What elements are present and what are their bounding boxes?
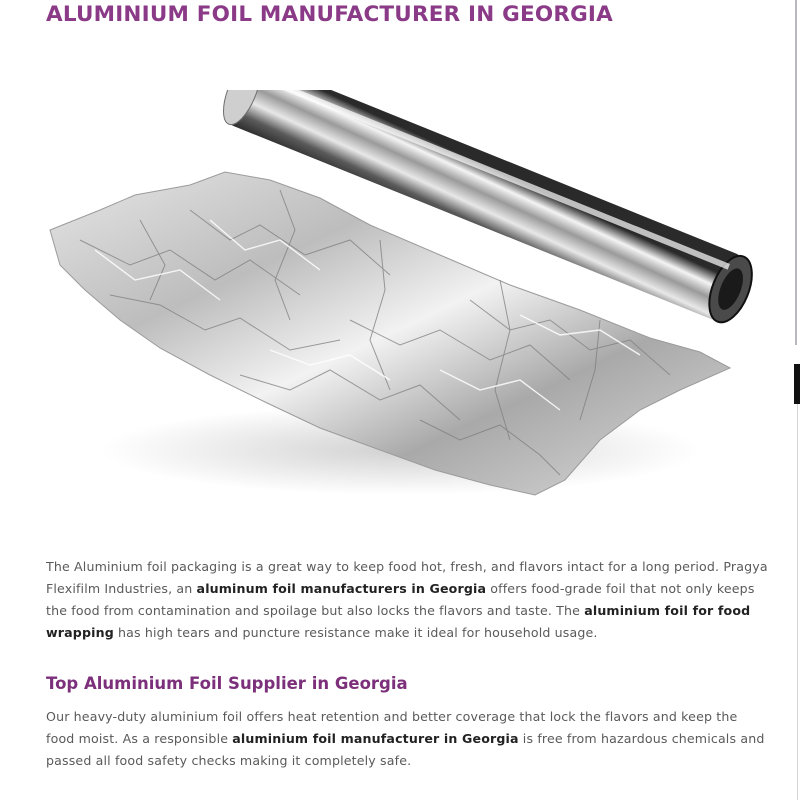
scrollbar-track[interactable]: [795, 0, 797, 345]
keyword-foil-manufacturer-georgia: aluminium foil manufacturer in Georgia: [232, 731, 519, 746]
page-edge-divider: [797, 404, 798, 800]
page-title: ALUMINIUM FOIL MANUFACTURER IN GEORGIA: [46, 2, 613, 27]
section-paragraph: [46, 706, 768, 772]
section-heading: Top Aluminium Foil Supplier in Georgia: [46, 674, 408, 693]
intro-paragraph: [46, 556, 768, 644]
section-text-1: Our heavy-duty aluminium foil offers heat retention and better coverage that lock the flavors and keep the food moist. As a responsible: [46, 709, 738, 746]
aluminium-foil-roll-illustration: [40, 90, 770, 510]
intro-text-1: The Aluminium foil packaging is a great way to keep food hot, fresh, and flavors intact for a long period. Pragya Flexifilm Industries, an: [46, 559, 768, 596]
section-text-2: is free from hazardous chemicals and passed all food safety checks making it completely safe.: [46, 731, 765, 768]
scrollbar-thumb[interactable]: [794, 364, 800, 404]
keyword-foil-for-food-wrapping: aluminium foil for food wrapping: [46, 603, 751, 640]
keyword-aluminum-foil-manufacturers: aluminum foil manufacturers in Georgia: [196, 581, 487, 596]
intro-text-2: offers food-grade foil that not only keeps the food from contamination and spoilage but also locks the flavors and taste. The: [46, 581, 755, 618]
hero-image: [40, 90, 770, 510]
intro-text-3: has high tears and puncture resistance make it ideal for household usage.: [113, 625, 598, 640]
